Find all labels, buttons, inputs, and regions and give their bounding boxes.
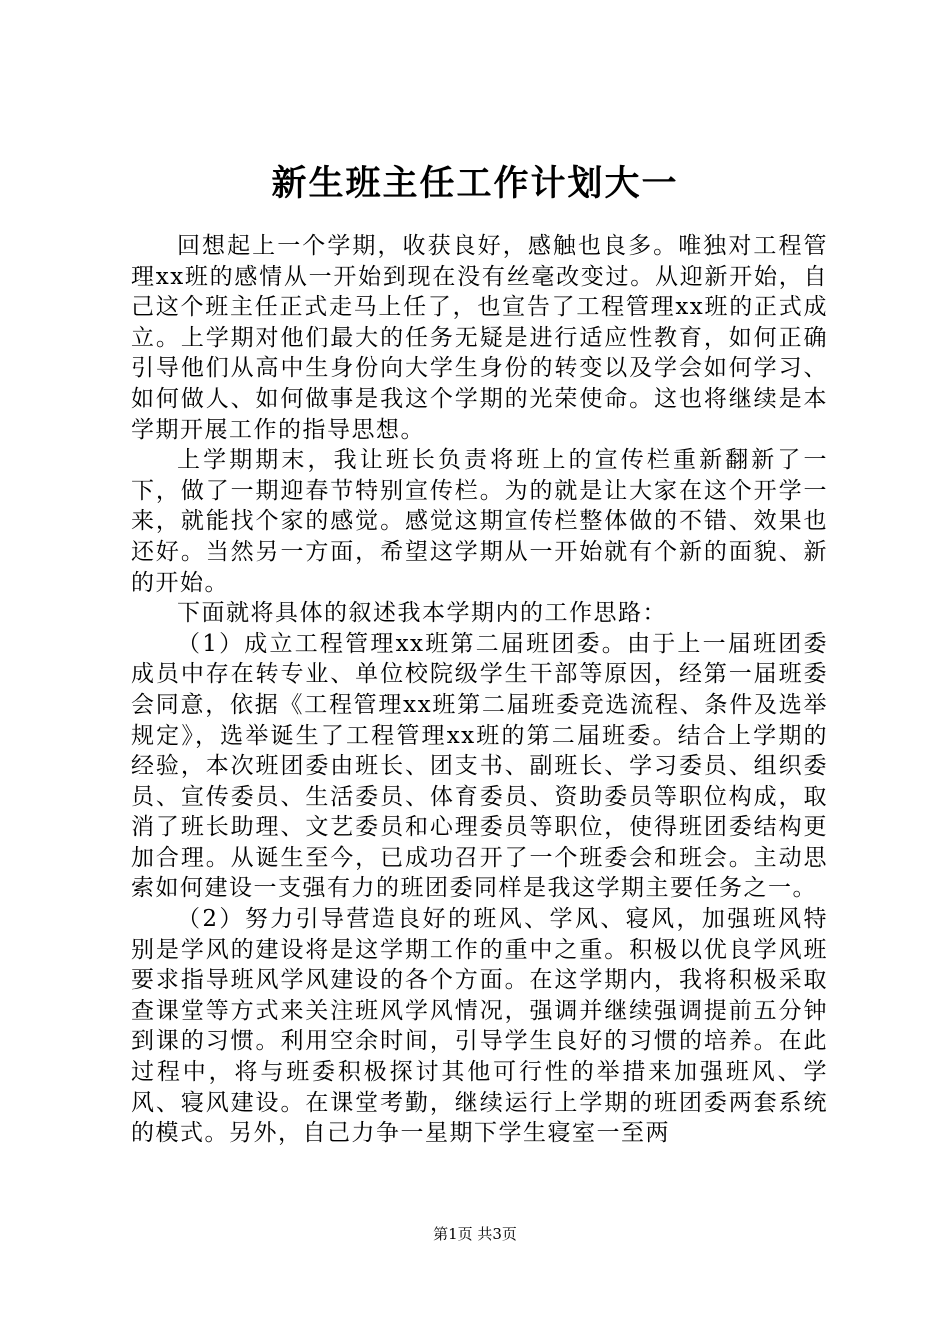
paragraph-item-1: （1）成立工程管理xx班第二届班团委。由于上一届班团委成员中存在转专业、单位校院级学生干部等原因，经第一届班委会同意，依据《工程管理xx班第二届班委竞选流程、条件及选举规定》，选举诞生了工程管理xx班的第二届班委。结合上学期的经验，本次班团委由班长、团支书、副班长、学习委员、组织委员、宣传委员、生活委员、体育委员、资助委员等职位构成，取消了班长助理、文艺委员和心理委员等职位，使得班团委结构更加合理。从诞生至今，已成功召开了一个班委会和班会。主动思索如何建设一支强有力的班团委同样是我这学期主要任务之一。 (131, 630, 828, 902)
paragraph-item-2: （2）努力引导营造良好的班风、学风、寝风，加强班风特别是学风的建设将是这学期工作的重中之重。积极以优良学风班要求指导班风学风建设的各个方面。在这学期内，我将积极采取查课堂等方式来关注班风学风情况，强调并继续强调提前五分钟到课的习惯。利用空余时间，引导学生良好的习惯的培养。在此过程中，将与班委积极探讨其他可行性的举措来加强班风、学风、寝风建设。在课堂考勤，继续运行上学期的班团委两套系统的模式。另外，自己力争一星期下学生寝室一至两 (131, 906, 828, 1147)
page-footer: 第1页 共3页 (433, 1225, 517, 1243)
document-body (131, 231, 828, 1149)
document-title: 新生班主任工作计划大一 (271, 163, 679, 204)
paragraph-plan-lead: 下面就将具体的叙述我本学期内的工作思路： (177, 600, 667, 627)
paragraph-intro: 回想起上一个学期，收获良好，感触也良多。唯独对工程管理xx班的感情从一开始到现在没有丝毫改变过。从迎新开始，自己这个班主任正式走马上任了，也宣告了工程管理xx班的正式成立。上学期对他们最大的任务无疑是进行适应性教育，如何正确引导他们从高中生身份向大学生身份的转变以及学会如何学习、如何做人、如何做事是我这个学期的光荣使命。这也将继续是本学期开展工作的指导思想。 (131, 233, 828, 443)
paragraph-last-term: 上学期期末，我让班长负责将班上的宣传栏重新翻新了一下，做了一期迎春节特别宣传栏。为的就是让大家在这个开学一来，就能找个家的感觉。感觉这期宣传栏整体做的不错、效果也还好。当然另一方面，希望这学期从一开始就有个新的面貌、新的开始。 (131, 447, 828, 596)
